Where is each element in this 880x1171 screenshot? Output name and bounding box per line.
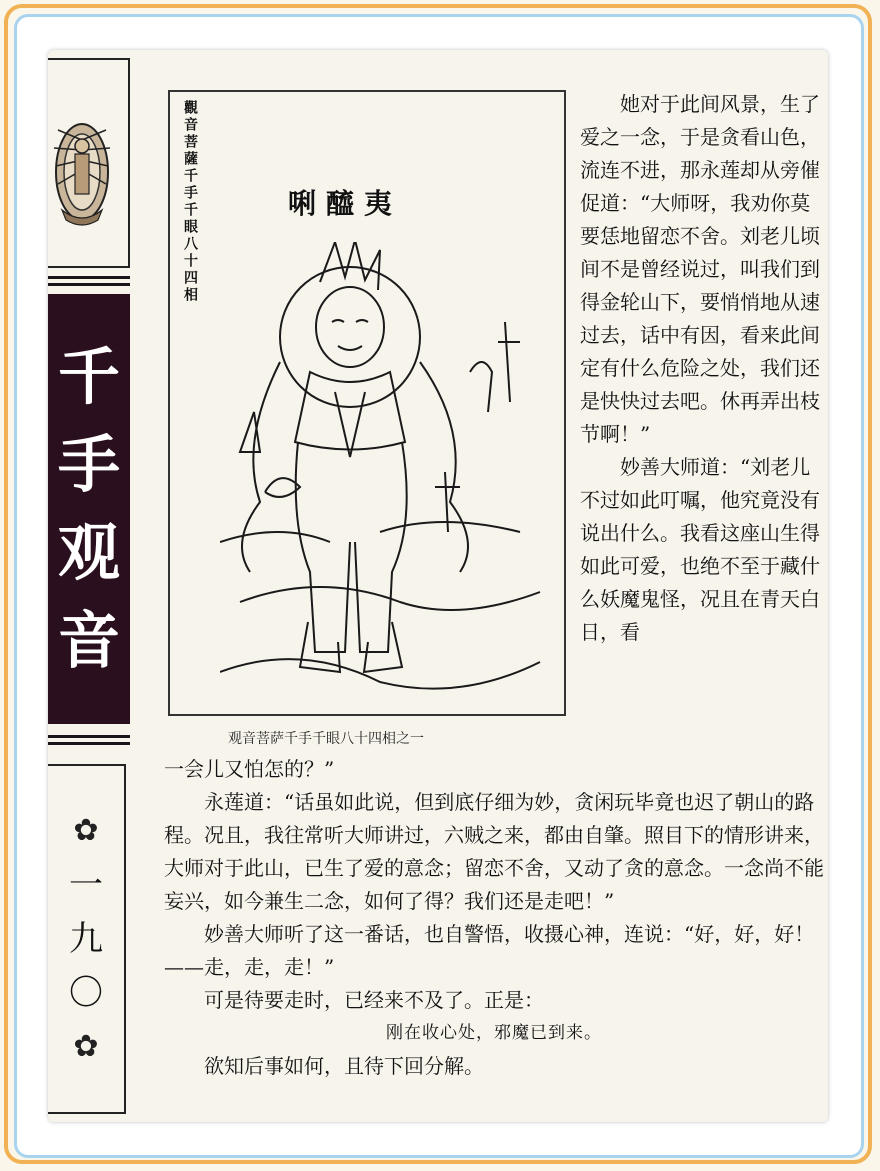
title-char: 音 bbox=[57, 604, 120, 677]
title-char: 千 bbox=[57, 340, 120, 413]
verse-line: 刚在收心处，邪魔已到来。 bbox=[386, 1023, 602, 1043]
guanyin-emblem-icon bbox=[48, 60, 128, 266]
flower-ornament-icon: ✿ bbox=[73, 1029, 99, 1064]
title-rule-top-inner bbox=[48, 283, 130, 286]
illustration-side-caption: 觀音菩薩千手千眼八十四相 bbox=[182, 100, 198, 304]
wrapped-text-column bbox=[580, 88, 820, 649]
page-number-digit: 九 bbox=[69, 919, 103, 959]
illustration-frame bbox=[168, 90, 566, 716]
left-sidebar bbox=[48, 50, 130, 1122]
paragraph: 妙善大师道：“刘老儿不过如此叮嘱，他究竟没有说出什么。我看这座山生得如此可爱，也绝不至于藏什么妖魔鬼怪，况且在青天白日，看 bbox=[580, 455, 820, 644]
flower-ornament-icon: ✿ bbox=[73, 813, 99, 848]
title-rule-bottom bbox=[48, 742, 130, 745]
title-char: 手 bbox=[57, 428, 120, 501]
full-width-text bbox=[164, 753, 824, 1083]
page-number-digit: 〇 bbox=[69, 973, 103, 1013]
illustration-deity-name: 唎醯夷 bbox=[288, 187, 403, 220]
book-page bbox=[48, 50, 828, 1122]
title-band bbox=[48, 276, 130, 746]
paragraph: 可是待要走时，已经来不及了。正是： bbox=[204, 988, 544, 1012]
vertical-book-title bbox=[48, 294, 130, 724]
title-rule-top bbox=[48, 276, 130, 279]
paragraph: 妙善大师听了这一番话，也自警悟，收摄心神，连说：“好，好，好！——走，走，走！” bbox=[164, 922, 815, 979]
paragraph: 她对于此间风景，生了爱之一念，于是贪看山色，流连不进，那永莲却从旁催促道：“大师呀，我劝你莫要恁地留恋不舍。刘老儿顷间不是曾经说过，叫我们到得金轮山下，要悄悄地从速过去，话中有因，看来此间定有什么危险之处，我们还是快快过去吧。休再弄出枝节啊！” bbox=[580, 92, 820, 446]
deity-emblem bbox=[48, 58, 130, 268]
page-number-box bbox=[48, 764, 126, 1114]
guardian-deity-drawing-icon bbox=[220, 242, 550, 702]
paragraph: 一会儿又怕怎的？” bbox=[164, 757, 335, 781]
paragraph: 欲知后事如何，且待下回分解。 bbox=[204, 1054, 484, 1078]
illustration-caption: 观音菩萨千手千眼八十四相之一 bbox=[228, 731, 424, 747]
title-rule-bottom-inner bbox=[48, 735, 130, 738]
title-char: 观 bbox=[57, 516, 120, 589]
page-number-digit: 一 bbox=[69, 865, 103, 905]
paragraph: 永莲道：“话虽如此说，但到底仔细为妙，贪闲玩毕竟也迟了朝山的路程。况且，我往常听大师讲过，六贼之来，都由自肇。照目下的情形讲来，大师对于此山，已生了爱的意念；留恋不舍，又动了贪的意念。一念尚不能妄兴，如今兼生二念，如何了得？我们还是走吧！” bbox=[164, 790, 824, 913]
